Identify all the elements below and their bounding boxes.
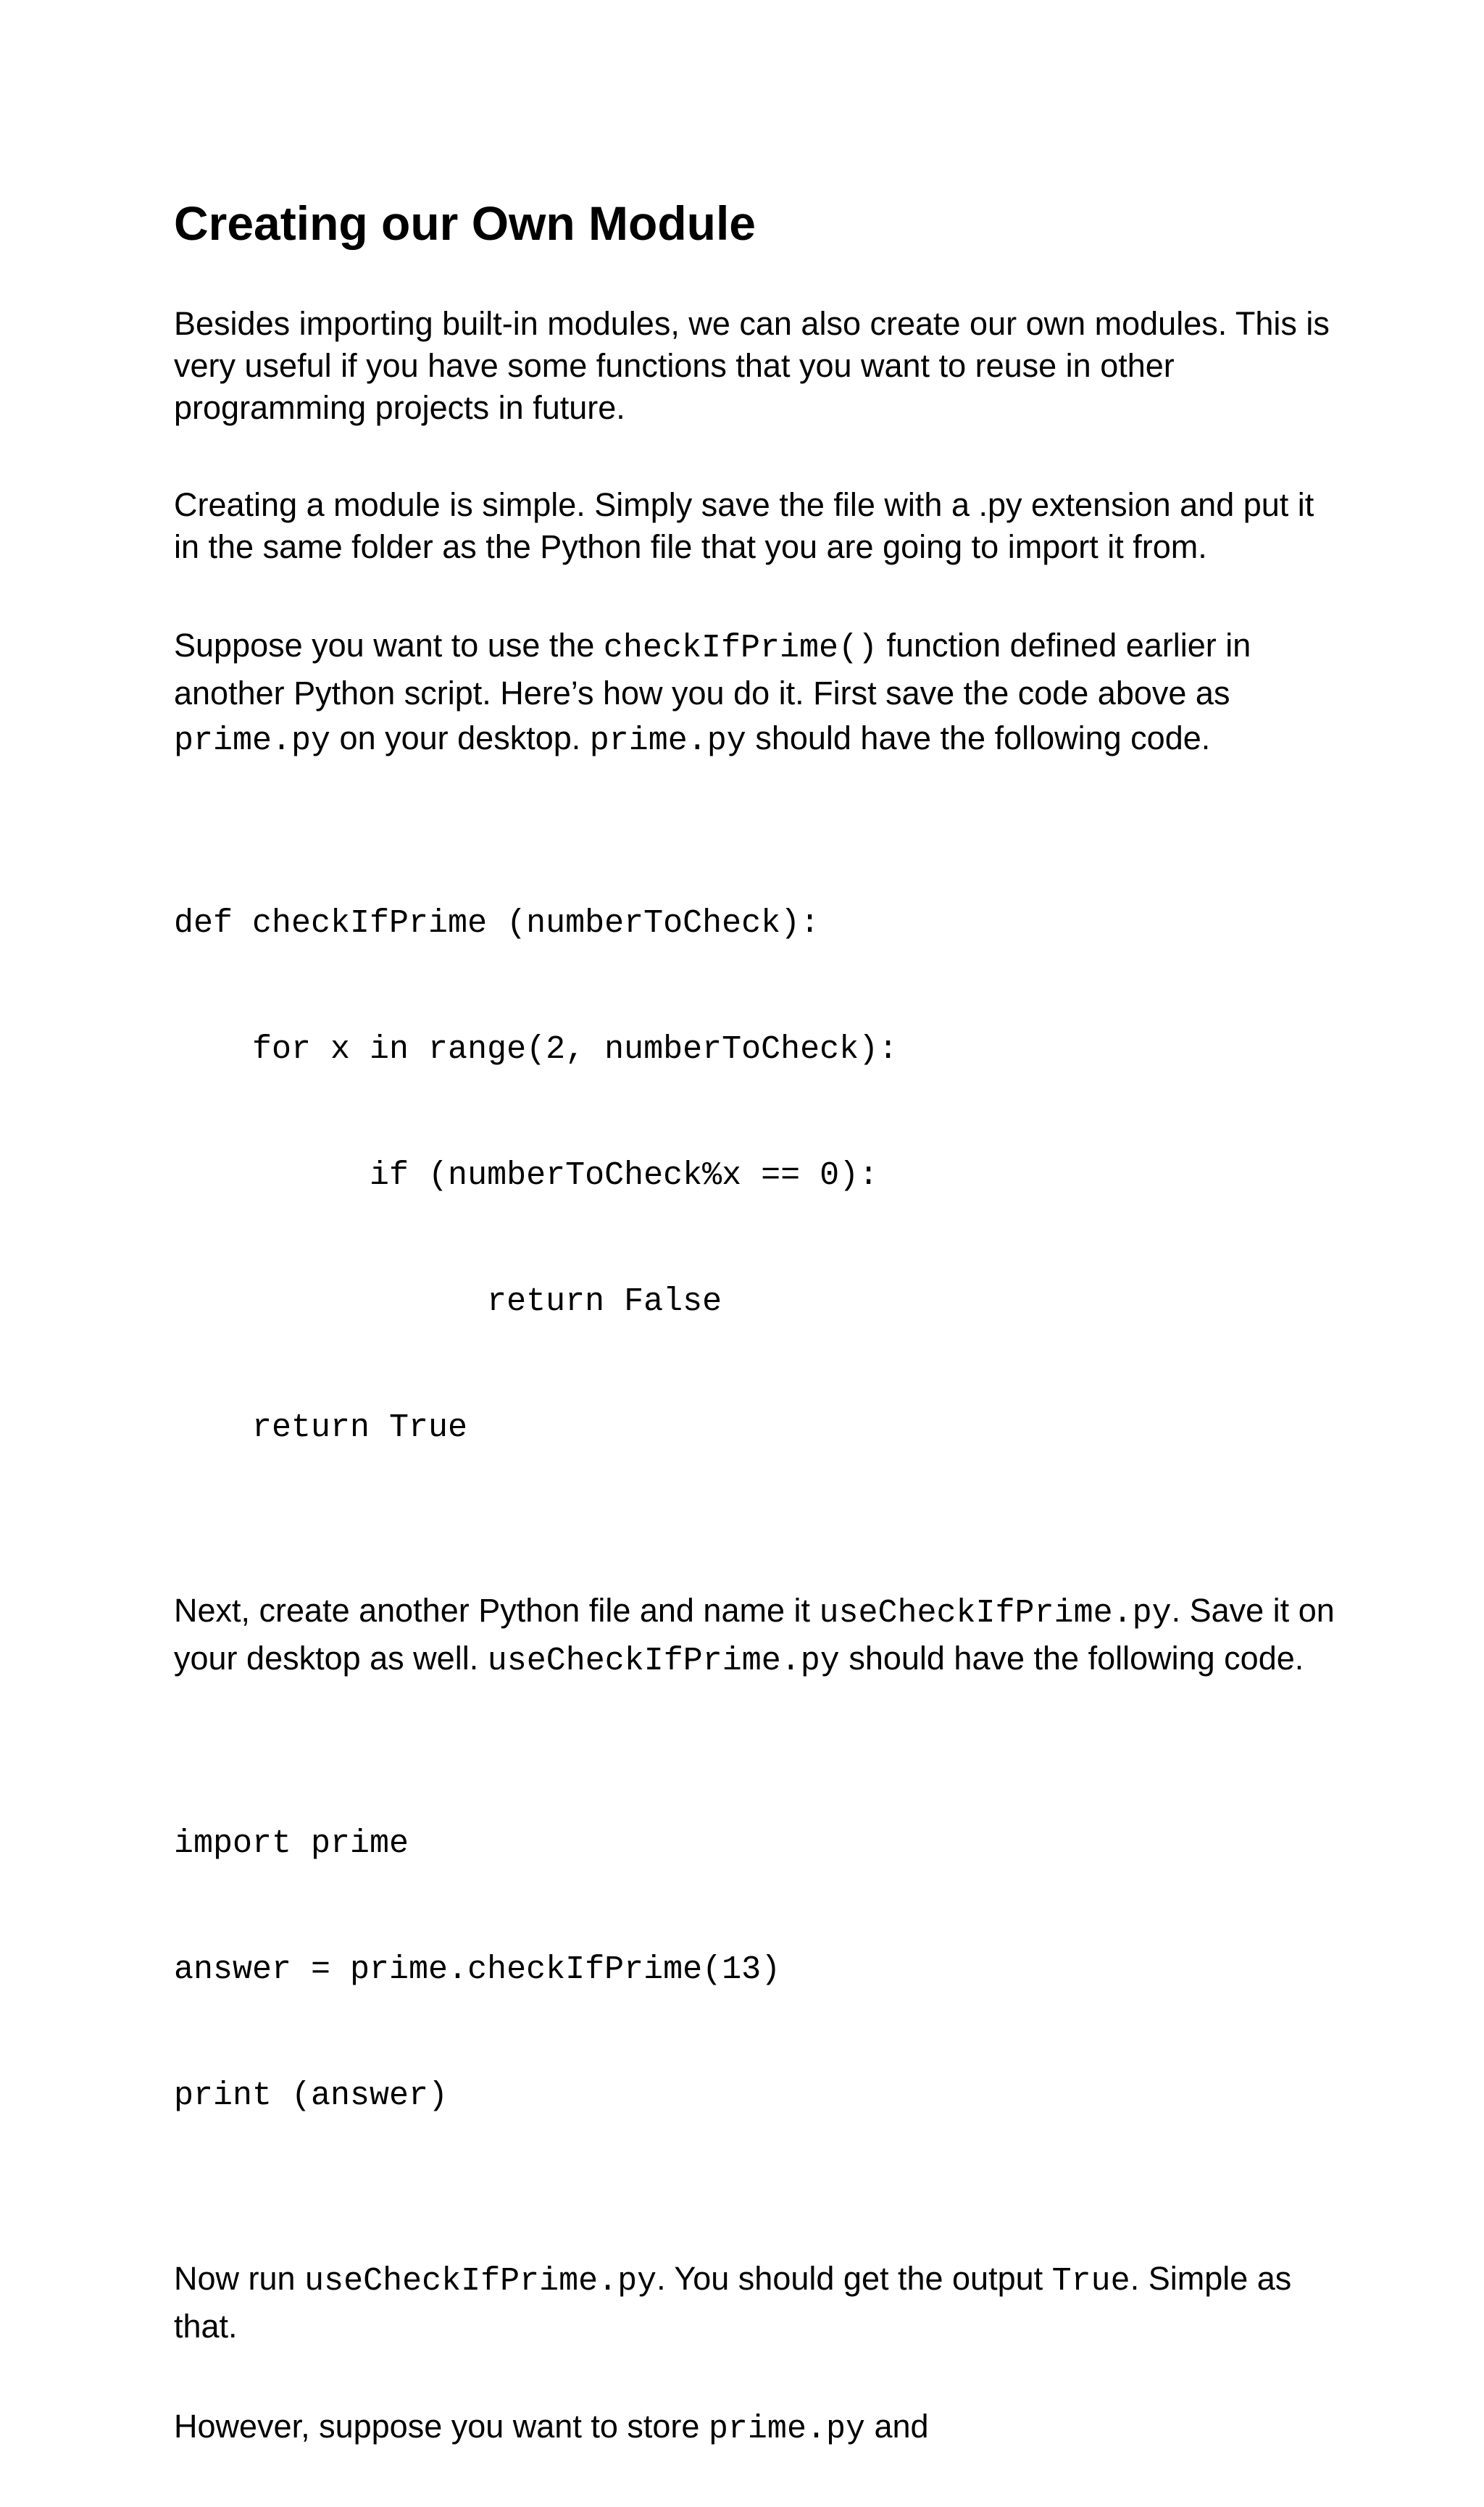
inline-code: useCheckIfPrime.py: [819, 1595, 1172, 1632]
code-block-use: [174, 1739, 1348, 2201]
paragraph-suppose: [174, 623, 1348, 764]
code-line: if (numberToCheck%x == 0):: [174, 1157, 879, 1194]
inline-code: prime.py: [589, 722, 746, 759]
paragraph-next: [174, 1588, 1348, 1684]
text-run: on your desktop.: [330, 719, 590, 756]
text-run: . Simple as that.: [174, 2260, 1292, 2345]
paragraph-intro: Besides importing built-in modules, we can also create our own modules. This is very useful if you have some functions that you want to reuse in other programming projects in future.: [174, 305, 1330, 426]
inline-code: prime.py: [708, 2411, 865, 2448]
code-line: return True: [174, 1409, 468, 1446]
code-line: def checkIfPrime (numberToCheck):: [174, 905, 820, 942]
code-line: import prime: [174, 1825, 409, 1862]
text-run: should have the following code.: [746, 719, 1211, 756]
text-run: Now run: [174, 2260, 305, 2297]
paragraph-creating-module: Creating a module is simple. Simply save the file with a .py extension and put it in the same folder as the Python file that you are going to import it from.: [174, 486, 1314, 565]
code-line: print (answer): [174, 2077, 449, 2114]
code-line: for x in range(2, numberToCheck):: [174, 1031, 899, 1068]
inline-code: useCheckIfPrime.py: [487, 1643, 840, 1680]
code-line: return False: [174, 1283, 722, 1320]
paragraph-however: [174, 2404, 1348, 2452]
text-run: Suppose you want to use the: [174, 627, 604, 664]
text-run: should have the following code.: [839, 1640, 1304, 1677]
code-block-prime: [174, 819, 1348, 1533]
text-run: and: [864, 2408, 929, 2445]
inline-code: True: [1051, 2263, 1130, 2300]
text-run: However, suppose you want to store: [174, 2408, 709, 2445]
paragraph-now-run: [174, 2256, 1348, 2349]
text-run: Next, create another Python file and name it: [174, 1592, 820, 1629]
text-run: function defined earlier in another Python script. Here’s how you do it. First save the code above as: [174, 627, 1251, 712]
section-title: Creating our Own Module: [174, 196, 756, 250]
document-page: [174, 196, 1348, 2507]
text-run: . Save it on your desktop as well.: [174, 1592, 1335, 1677]
text-run: . You should get the output: [656, 2260, 1052, 2297]
inline-code: prime.py: [174, 722, 331, 759]
inline-code: checkIfPrime(): [603, 630, 878, 667]
inline-code: useCheckIfPrime.py: [304, 2263, 657, 2300]
code-line: answer = prime.checkIfPrime(13): [174, 1951, 781, 1988]
